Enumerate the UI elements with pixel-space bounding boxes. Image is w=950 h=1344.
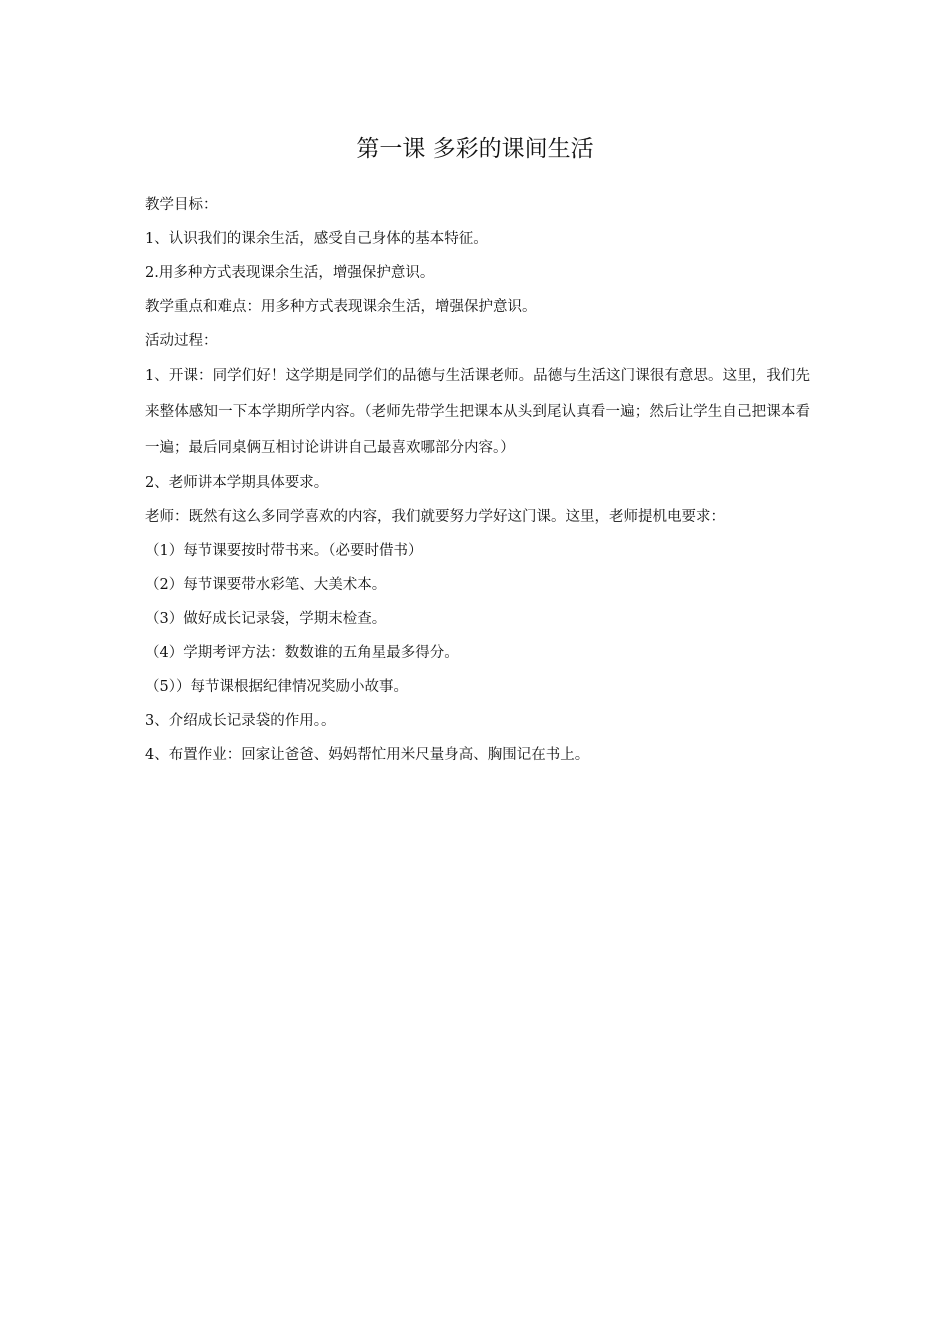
process-step-1: 1、开课：同学们好！这学期是同学们的品德与生活课老师。品德与生活这门课很有意思。这里，我们先来整体感知一下本学期所学内容。（老师先带学生把课本从头到尾认真看一遍；然后让学生自己把课本看一遍；最后同桌俩互相讨论讲讲自己最喜欢哪部分内容。）: [145, 368, 810, 456]
objective-item-1: 1、认识我们的课余生活，感受自己身体的基本特征。: [145, 231, 488, 247]
requirement-item-4: （4）学期考评方法：数数谁的五角星最多得分。: [145, 645, 459, 661]
objective-item-2: 2.用多种方式表现课余生活，增强保护意识。: [145, 265, 435, 281]
requirement-item-2: （2）每节课要带水彩笔、大美术本。: [145, 577, 387, 593]
process-step-3: 3、介绍成长记录袋的作用。。: [145, 713, 336, 729]
document-body: [145, 188, 810, 772]
process-step-4: 4、布置作业：回家让爸爸、妈妈帮忙用米尺量身高、胸围记在书上。: [145, 747, 590, 763]
teacher-requirements-intro: 老师：既然有这么多同学喜欢的内容，我们就要努力学好这门课。这里，老师提机电要求：: [145, 509, 725, 525]
process-step-2: 2、老师讲本学期具体要求。: [145, 475, 329, 491]
requirement-item-3: （3）做好成长记录袋，学期末检查。: [145, 611, 387, 627]
key-points-paragraph: 教学重点和难点：用多种方式表现课余生活，增强保护意识。: [145, 299, 537, 315]
document-title: 第一课 多彩的课间生活: [356, 136, 594, 162]
section-heading-objectives: 教学目标：: [145, 197, 218, 213]
requirement-item-1: （1）每节课要按时带书来。（必要时借书）: [145, 543, 423, 559]
requirement-item-5: （5））每节课根据纪律情况奖励小故事。: [145, 679, 408, 695]
section-heading-process: 活动过程：: [145, 333, 218, 349]
